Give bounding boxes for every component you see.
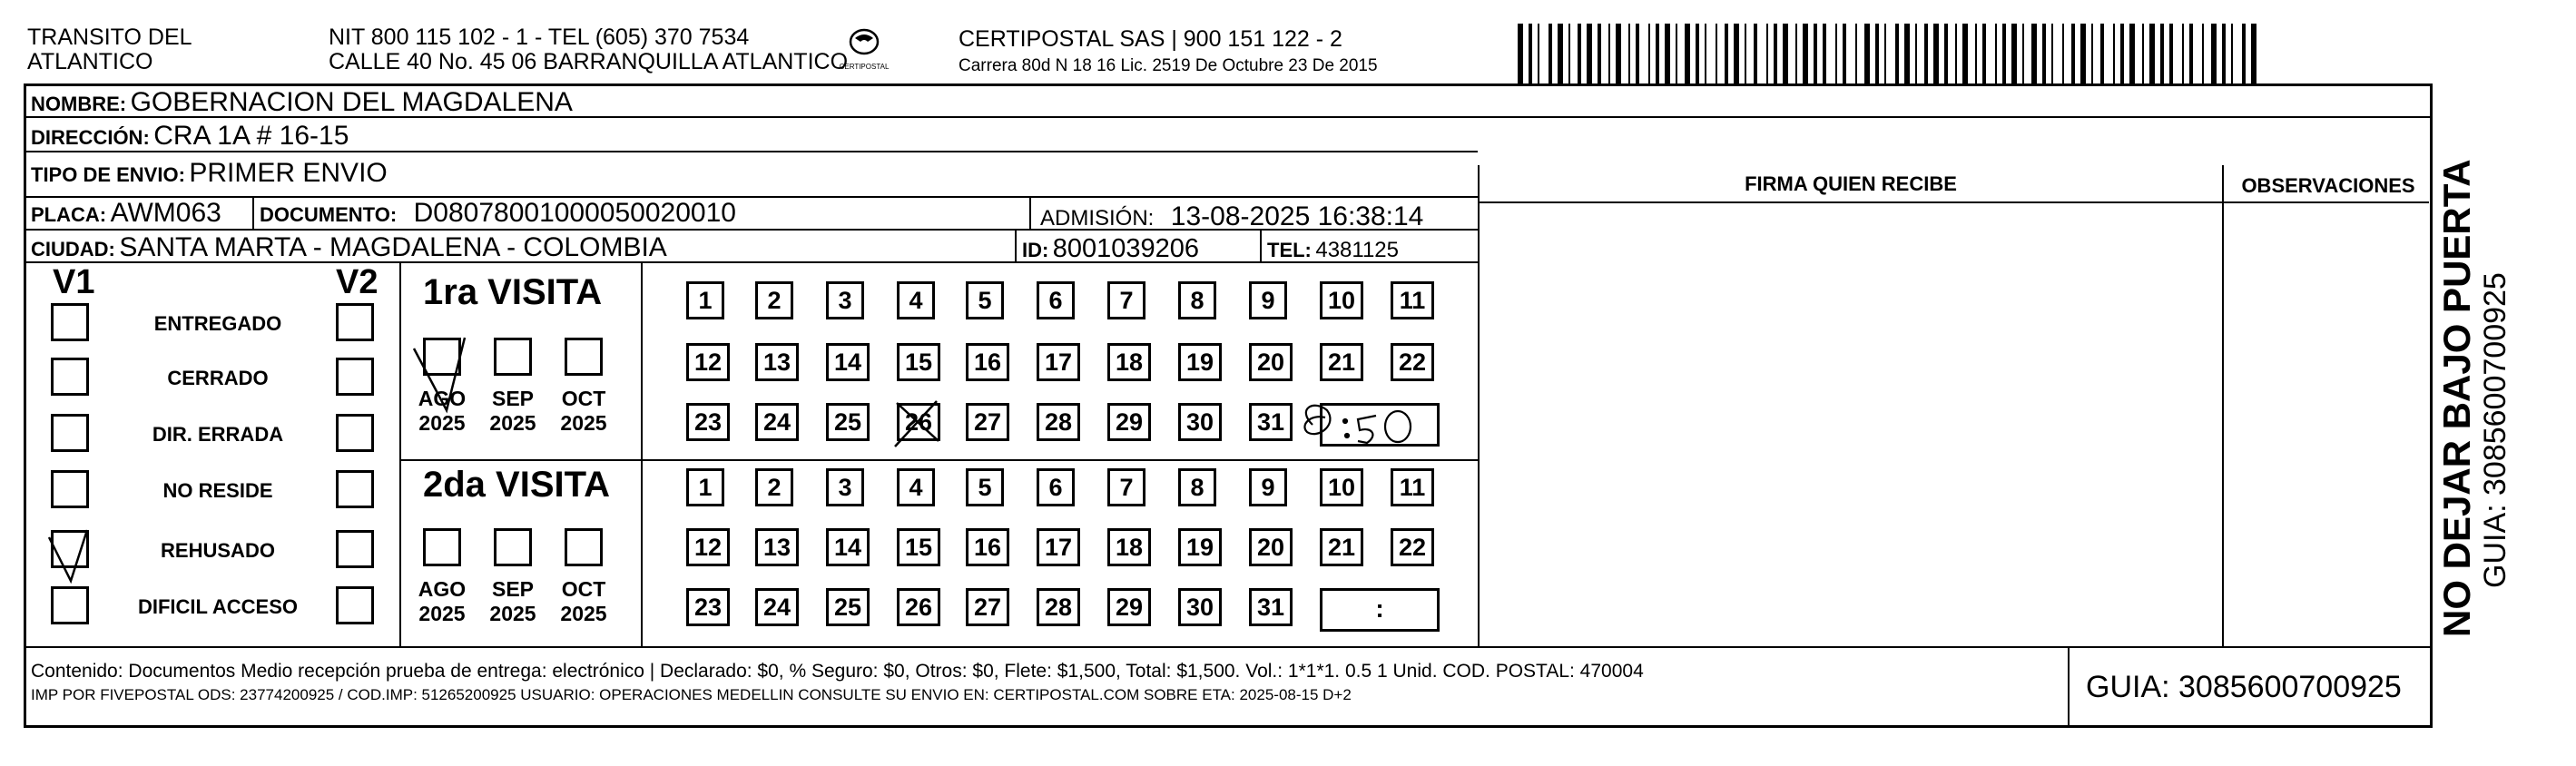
second-visit-day-10[interactable]: 10 — [1320, 468, 1363, 506]
second-visit-day-13[interactable]: 13 — [755, 528, 799, 566]
first-visit-day-18[interactable]: 18 — [1107, 343, 1151, 381]
tel-label: TEL: — [1267, 239, 1312, 261]
first-visit-day-11[interactable]: 11 — [1391, 281, 1434, 319]
admision-label: ADMISIÓN: — [1040, 206, 1155, 231]
second-visit-day-26[interactable]: 26 — [897, 588, 940, 626]
first-visit-day-24[interactable]: 24 — [755, 403, 799, 441]
tipo-label: TIPO DE ENVIO: — [31, 163, 185, 186]
first-visit-day-17[interactable]: 17 — [1037, 343, 1080, 381]
second-visit-day-27[interactable]: 27 — [966, 588, 1009, 626]
month-name: AGO — [418, 577, 467, 601]
footer-guia: GUIA: 3085600700925 — [2086, 670, 2402, 704]
month-year: 2025 — [418, 602, 466, 625]
second-visit-day-8[interactable]: 8 — [1178, 468, 1216, 506]
second-visit-day-9[interactable]: 9 — [1249, 468, 1287, 506]
second-visit-day-23[interactable]: 23 — [686, 588, 730, 626]
first-visit-day-6[interactable]: 6 — [1037, 281, 1075, 319]
documento-value: D08078001000050020010 — [413, 198, 736, 228]
second-visit-day-19[interactable]: 19 — [1178, 528, 1222, 566]
month-name: OCT — [561, 387, 606, 410]
first-visit-day-10[interactable]: 10 — [1320, 281, 1363, 319]
nombre-label: NOMBRE: — [31, 93, 127, 115]
handwritten-time — [1304, 406, 1411, 443]
placa-value: AWM063 — [110, 198, 221, 228]
first-visit-day-15[interactable]: 15 — [897, 343, 940, 381]
status-label: NO RESIDE — [162, 479, 273, 502]
status-label: DIFICIL ACCESO — [137, 595, 298, 618]
first-visit-day-29[interactable]: 29 — [1107, 403, 1151, 441]
second-visit-day-14[interactable]: 14 — [826, 528, 870, 566]
second-visit-title: 2da VISITA — [423, 465, 610, 505]
first-visit-day-2[interactable]: 2 — [755, 281, 793, 319]
second-visit-day-25[interactable]: 25 — [826, 588, 870, 626]
first-visit-day-20[interactable]: 20 — [1249, 343, 1293, 381]
direccion-value: CRA 1A # 16-15 — [153, 121, 349, 151]
v1-label: V1 — [53, 263, 95, 301]
logo-text: CERTIPOSTAL — [839, 63, 890, 71]
status-label: REHUSADO — [161, 539, 275, 562]
admision-value: 13-08-2025 16:38:14 — [1170, 201, 1424, 231]
observaciones-header: OBSERVACIONES — [2241, 174, 2415, 197]
v1-rehusado-mark — [49, 530, 87, 581]
second-visit-day-2[interactable]: 2 — [755, 468, 793, 506]
first-visit-day-14[interactable]: 14 — [826, 343, 870, 381]
first-visit-day-26[interactable]: 26 — [897, 403, 940, 441]
second-visit-day-15[interactable]: 15 — [897, 528, 940, 566]
second-visit-day-22[interactable]: 22 — [1391, 528, 1434, 566]
id-label: ID: — [1022, 239, 1049, 261]
documento-label: DOCUMENTO: — [260, 203, 398, 226]
side-warning: NO DEJAR BAJO PUERTA — [2435, 159, 2478, 637]
sender-name-line2: ATLANTICO — [27, 49, 153, 74]
second-visit-day-11[interactable]: 11 — [1391, 468, 1434, 506]
first-visit-day-16[interactable]: 16 — [966, 343, 1009, 381]
first-visit-day-23[interactable]: 23 — [686, 403, 730, 441]
month-name: SEP — [491, 577, 535, 601]
second-visit-day-1[interactable]: 1 — [686, 468, 724, 506]
v2-label: V2 — [336, 263, 379, 301]
first-visit-day-27[interactable]: 27 — [966, 403, 1009, 441]
second-visit-day-20[interactable]: 20 — [1249, 528, 1293, 566]
nombre-value: GOBERNACION DEL MAGDALENA — [130, 87, 573, 117]
first-visit-day-19[interactable]: 19 — [1178, 343, 1222, 381]
month-year: 2025 — [489, 411, 536, 435]
month-name: SEP — [491, 387, 535, 410]
courier-name: CERTIPOSTAL SAS | 900 151 122 - 2 — [959, 26, 1342, 52]
sender-nit: NIT 800 115 102 - 1 - TEL (605) 370 7534 — [329, 25, 750, 50]
second-visit-day-31[interactable]: 31 — [1249, 588, 1293, 626]
firma-header: FIRMA QUIEN RECIBE — [1745, 172, 1957, 195]
second-visit-day-28[interactable]: 28 — [1037, 588, 1080, 626]
second-visit-day-3[interactable]: 3 — [826, 468, 864, 506]
month-year: 2025 — [489, 602, 536, 625]
first-visit-day-30[interactable]: 30 — [1178, 403, 1222, 441]
status-label: DIR. ERRADA — [152, 423, 284, 446]
ciudad-label: CIUDAD: — [31, 238, 115, 260]
second-visit-time-box[interactable]: : — [1320, 588, 1440, 632]
month-year: 2025 — [560, 411, 607, 435]
tipo-value: PRIMER ENVIO — [189, 158, 388, 188]
month-year: 2025 — [418, 411, 466, 435]
first-visit-day-22[interactable]: 22 — [1391, 343, 1434, 381]
direccion-label: DIRECCIÓN: — [31, 126, 150, 149]
footer-content: Contenido: Documentos Medio recepción prueba de entrega: electrónico | Declarado: $0, % Seguro: $0, Otros: $0, Flete: $1,500, Total: $1,500. Vol.: 1*1*1. 0.5 1 Unid. COD. POSTAL: 470004 — [31, 661, 1644, 682]
month-name: AGO — [418, 387, 467, 410]
id-value: 8001039206 — [1052, 234, 1200, 263]
first-visit-day-4[interactable]: 4 — [897, 281, 935, 319]
tel-value: 4381125 — [1315, 238, 1399, 262]
first-visit-title: 1ra VISITA — [423, 272, 603, 312]
status-label: ENTREGADO — [153, 312, 282, 335]
first-visit-day-9[interactable]: 9 — [1249, 281, 1287, 319]
second-visit-day-18[interactable]: 18 — [1107, 528, 1151, 566]
courier-license: Carrera 80d N 18 16 Lic. 2519 De Octubre 23 De 2015 — [959, 56, 1378, 75]
second-visit-day-12[interactable]: 12 — [686, 528, 730, 566]
first-visit-day-5[interactable]: 5 — [966, 281, 1004, 319]
first-visit-day-13[interactable]: 13 — [755, 343, 799, 381]
footer-print-info: IMP POR FIVEPOSTAL ODS: 23774200925 / COD.IMP: 51265200925 USUARIO: OPERACIONES MEDELLIN CONSULTE SU ENVIO EN: CERTIPOSTAL.COM SOBRE ETA: 2025-08-15 D+2 — [31, 686, 1352, 703]
second-visit-day-6[interactable]: 6 — [1037, 468, 1075, 506]
second-visit-day-17[interactable]: 17 — [1037, 528, 1080, 566]
second-visit-day-4[interactable]: 4 — [897, 468, 935, 506]
second-visit-day-29[interactable]: 29 — [1107, 588, 1151, 626]
first-visit-day-31[interactable]: 31 — [1249, 403, 1293, 441]
first-visit-day-12[interactable]: 12 — [686, 343, 730, 381]
first-visit-day-1[interactable]: 1 — [686, 281, 724, 319]
second-visit-day-7[interactable]: 7 — [1107, 468, 1145, 506]
day-26-mark — [895, 401, 939, 447]
status-label: CERRADO — [167, 367, 269, 389]
month-name: OCT — [561, 577, 606, 601]
first-visit-day-3[interactable]: 3 — [826, 281, 864, 319]
sender-name-line1: TRANSITO DEL — [27, 25, 192, 50]
month-year: 2025 — [560, 602, 607, 625]
first-visit-day-28[interactable]: 28 — [1037, 403, 1080, 441]
ago-check-mark — [414, 338, 465, 410]
first-visit-day-8[interactable]: 8 — [1178, 281, 1216, 319]
first-visit-day-25[interactable]: 25 — [826, 403, 870, 441]
second-visit-day-21[interactable]: 21 — [1320, 528, 1363, 566]
first-visit-day-21[interactable]: 21 — [1320, 343, 1363, 381]
first-visit-day-7[interactable]: 7 — [1107, 281, 1145, 319]
ciudad-value: SANTA MARTA - MAGDALENA - COLOMBIA — [119, 232, 667, 262]
second-visit-day-5[interactable]: 5 — [966, 468, 1004, 506]
second-visit-day-16[interactable]: 16 — [966, 528, 1009, 566]
placa-label: PLACA: — [31, 203, 107, 226]
sender-address: CALLE 40 No. 45 06 BARRANQUILLA ATLANTICO — [329, 49, 849, 74]
second-visit-day-24[interactable]: 24 — [755, 588, 799, 626]
second-visit-day-30[interactable]: 30 — [1178, 588, 1222, 626]
side-guia: GUIA: 3085600700925 — [2478, 272, 2512, 588]
